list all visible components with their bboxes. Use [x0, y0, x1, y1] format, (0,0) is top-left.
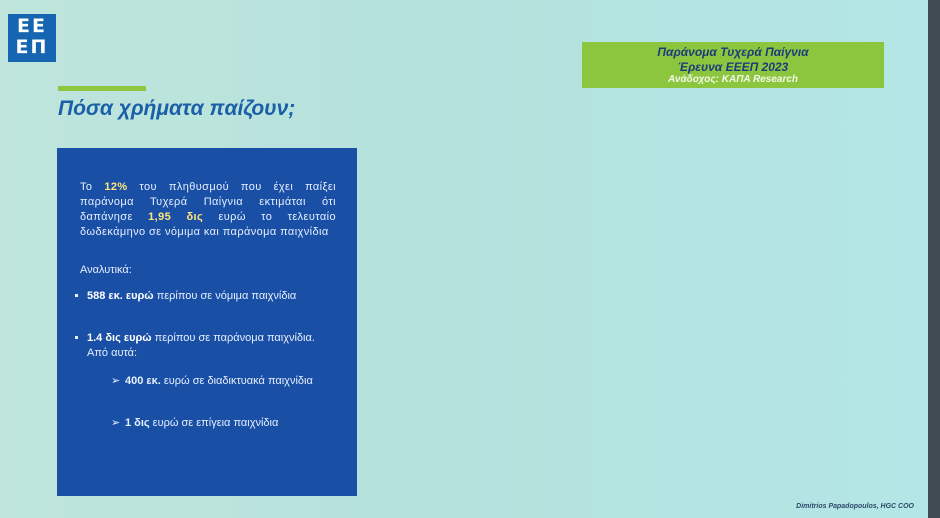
bullet-legal-text: περίπου σε νόμιμα παιχνίδια — [153, 290, 297, 302]
bullet-dot-icon — [75, 294, 78, 297]
summary-text-3: ευρώ το τελευταίο δωδεκάμηνο σε νόμιμα και παράνομα παιχνίδια — [80, 211, 336, 238]
slide-title: Πόσα χρήματα παίζουν; — [58, 97, 296, 120]
sub-bullet-landbased — [111, 416, 335, 431]
bullet-dot-icon — [75, 336, 78, 339]
bullet-legal — [87, 289, 317, 304]
bullet-illegal — [87, 331, 317, 361]
summary-amount: 1,95 δις — [148, 211, 204, 223]
summary-paragraph — [80, 180, 336, 240]
sub-landbased-text: ευρώ σε επίγεια παιχνίδια — [149, 417, 279, 429]
analytics-label: Αναλυτικά: — [80, 264, 132, 276]
content-box — [57, 148, 357, 496]
summary-text-2: του πληθυσμού που έχει παίξει παράνομα Τυχερά Παίγνια εκτιμάται ότι δαπάνησε — [80, 181, 337, 223]
badge-line-2: Έρευνα ΕΕΕΠ 2023 — [677, 60, 789, 74]
presenter-footer: Dimitrios Papadopoulos, HGC COO — [796, 503, 914, 510]
logo-line-1: ΕΕ — [17, 15, 47, 37]
badge-line-3: Ανάδοχος: ΚΑΠΑ Research — [667, 74, 799, 85]
sub-online-text: ευρώ σε διαδικτυακά παιχνίδια — [160, 375, 313, 387]
bullet-illegal-amount: 1.4 δις ευρώ — [87, 332, 152, 344]
title-accent-bar — [58, 86, 146, 91]
sub-landbased-amount: 1 δις — [125, 417, 150, 429]
bullet-illegal-text: περίπου σε παράνομα παιχνίδια. Από αυτά: — [87, 332, 315, 359]
bullet-legal-amount: 588 εκ. ευρώ — [87, 290, 154, 302]
arrow-bullet-icon: ➢ — [111, 417, 121, 429]
logo-line-2: ΕΠ — [15, 36, 49, 58]
sub-online-amount: 400 εκ. — [125, 375, 161, 387]
survey-badge — [582, 42, 884, 88]
sub-bullet-online — [111, 374, 325, 389]
summary-text-1: Το — [80, 181, 105, 193]
eeep-logo — [8, 14, 56, 62]
summary-percent: 12% — [104, 181, 128, 193]
arrow-bullet-icon: ➢ — [111, 375, 121, 387]
badge-line-1: Παράνομα Τυχερά Παίγνια — [657, 45, 809, 59]
